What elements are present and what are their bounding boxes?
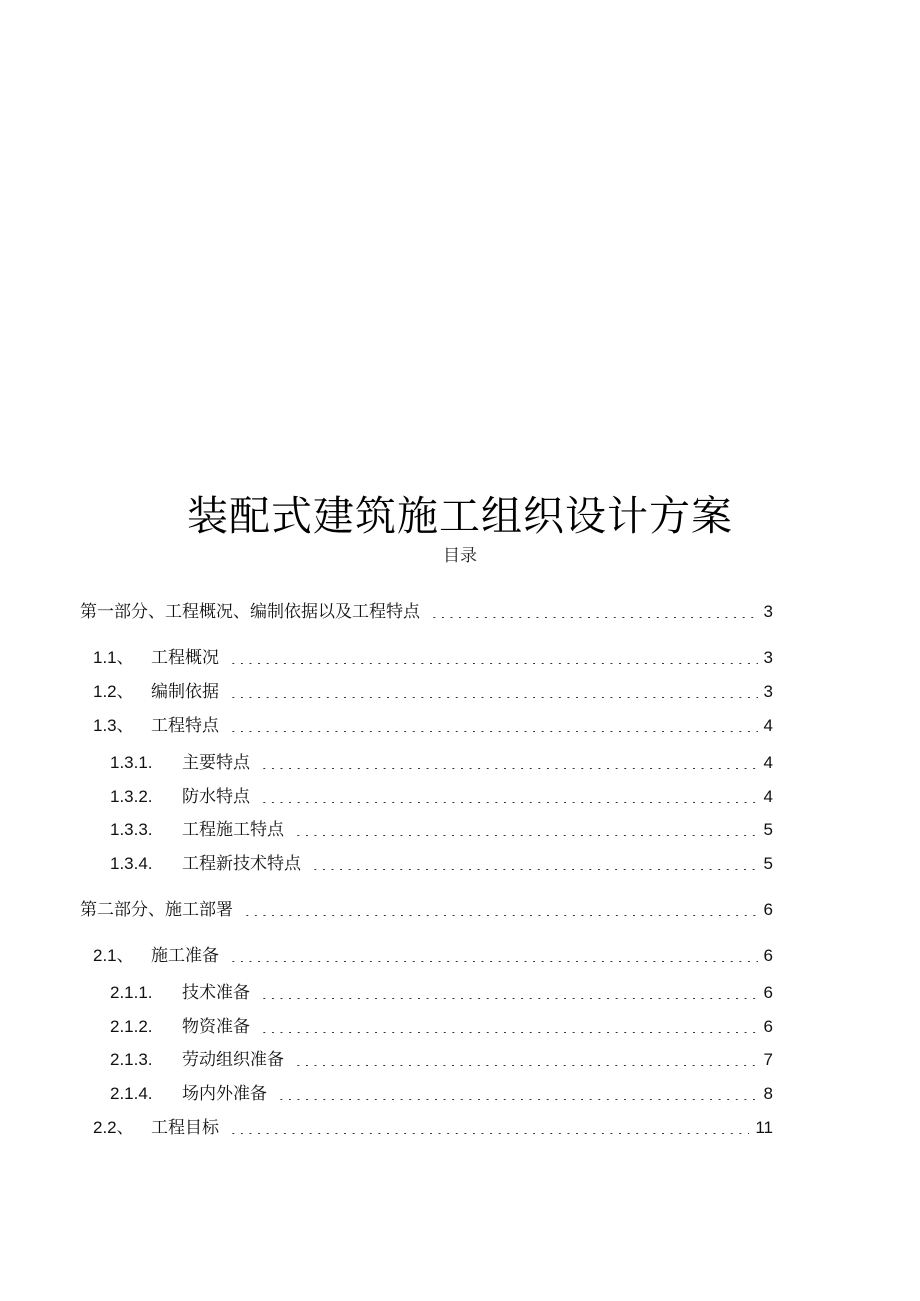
toc-entry-number: 1.3.2. [110,787,153,806]
toc-heading: 目录 [443,546,477,566]
toc-entry-label: 工程新技术特点 [182,854,301,874]
toc-page-number: 6 [763,1017,773,1036]
toc-entry-part-2[interactable] [80,898,773,922]
toc-entry-number: 1.3.3. [110,820,153,839]
toc-entry-1-3-3[interactable] [110,818,773,842]
toc-entry-label: 施工准备 [151,946,219,966]
toc-leader-dots [260,1032,758,1033]
toc-leader-dots [260,768,758,769]
toc-leader-dots [311,869,758,870]
toc-entry-number: 2.1.2. [110,1017,153,1036]
toc-entry-number: 2.1、 [93,946,134,965]
toc-entry-label: 编制依据 [151,682,219,702]
toc-leader-dots [229,663,758,664]
toc-entry-1-1[interactable] [93,646,773,670]
toc-leader-dots [277,1099,758,1100]
toc-entry-number: 1.3.4. [110,854,153,873]
toc-entry-label: 主要特点 [182,753,250,773]
toc-leader-dots [430,617,758,618]
toc-page-number: 6 [763,900,773,919]
toc-entry-2-1-4[interactable] [110,1082,773,1106]
toc-page-number: 3 [763,682,773,701]
toc-entry-2-1-1[interactable] [110,981,773,1005]
toc-entry-number: 1.2、 [93,682,134,701]
toc-entry-2-1-2[interactable] [110,1015,773,1039]
toc-entry-1-3-1[interactable] [110,751,773,775]
toc-entry-2-1-3[interactable] [110,1048,773,1072]
toc-entry-number: 1.1、 [93,648,134,667]
toc-entry-label: 场内外准备 [182,1084,267,1104]
toc-leader-dots [229,697,758,698]
toc-entry-2-2[interactable] [93,1116,773,1140]
toc-page-number: 5 [763,854,773,873]
toc-page-number: 5 [763,820,773,839]
toc-entry-label: 技术准备 [182,983,250,1003]
toc-entry-part-1[interactable] [80,600,773,624]
toc-leader-dots [229,961,758,962]
toc-entry-1-3[interactable] [93,714,773,738]
toc-entry-number: 1.3、 [93,716,134,735]
toc-entry-label: 第二部分、施工部署 [80,900,233,920]
toc-entry-label: 工程特点 [151,716,219,736]
toc-page-number: 6 [763,946,773,965]
toc-page-number: 8 [763,1084,773,1103]
toc-page-number: 3 [763,602,773,621]
toc-page-number: 11 [755,1118,773,1137]
toc-leader-dots [260,998,758,999]
toc-entry-1-3-4[interactable] [110,852,773,876]
toc-entry-number: 2.1.1. [110,983,153,1002]
toc-entry-label: 工程概况 [151,648,219,668]
toc-entry-label: 劳动组织准备 [182,1050,284,1070]
toc-entry-1-2[interactable] [93,680,773,704]
toc-leader-dots [229,1133,749,1134]
toc-entry-2-1[interactable] [93,944,773,968]
toc-leader-dots [260,802,758,803]
toc-page-number: 4 [763,716,773,735]
toc-leader-dots [294,1065,758,1066]
toc-page-number: 6 [763,983,773,1002]
toc-entry-number: 1.3.1. [110,753,153,772]
toc-leader-dots [229,731,758,732]
toc-page-number: 4 [763,787,773,806]
toc-entry-label: 工程施工特点 [182,820,284,840]
toc-entry-label: 防水特点 [182,787,250,807]
toc-entry-label: 工程目标 [151,1118,219,1138]
toc-page-number: 4 [763,753,773,772]
toc-page-number: 3 [763,648,773,667]
toc-page-number: 7 [763,1050,773,1069]
toc-leader-dots [294,835,758,836]
toc-leader-dots [243,915,758,916]
toc-entry-number: 2.2、 [93,1118,134,1137]
toc-entry-label: 物资准备 [182,1017,250,1037]
document-title: 装配式建筑施工组织设计方案 [187,492,733,540]
toc-entry-1-3-2[interactable] [110,785,773,809]
toc-entry-number: 2.1.3. [110,1050,153,1069]
toc-entry-label: 第一部分、工程概况、编制依据以及工程特点 [80,602,420,622]
toc-entry-number: 2.1.4. [110,1084,153,1103]
